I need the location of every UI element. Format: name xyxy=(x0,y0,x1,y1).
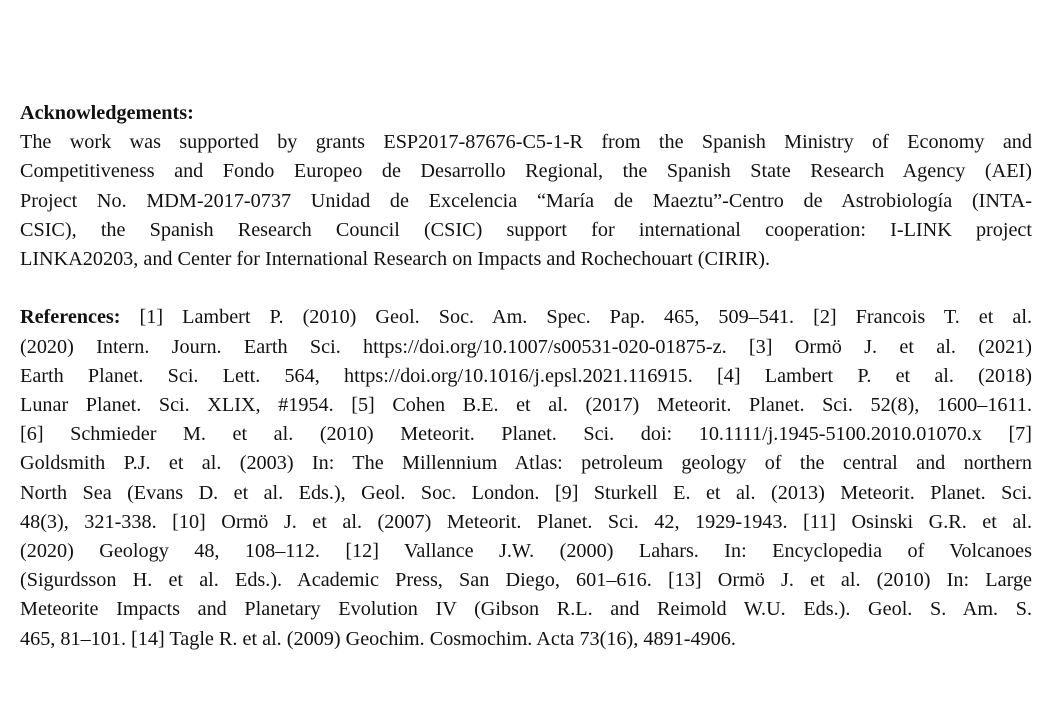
references-first-line xyxy=(20,303,1032,332)
reference-line: Goldsmith P.J. et al. (2003) In: The Millennium Atlas: petroleum geology of the central and northern xyxy=(20,452,1032,475)
reference-line: Meteorite Impacts and Planetary Evolution IV (Gibson R.L. and Reimold W.U. Eds.). Geol. S. Am. S. xyxy=(20,598,1032,621)
reference-line: (Sigurdsson H. et al. Eds.). Academic Press, San Diego, 601–616. [13] Ormö J. et al. (2010) In: Large xyxy=(20,569,1032,592)
section-spacer xyxy=(20,274,1032,303)
references-line-text: [1] Lambert P. (2010) Geol. Soc. Am. Spec. Pap. 465, 509–541. [2] Francois T. et al. xyxy=(120,306,1032,329)
reference-line: (2020) Intern. Journ. Earth Sci. https://doi.org/10.1007/s00531-020-01875-z. [3] Ormö J. et al. (2021) xyxy=(20,335,1032,358)
reference-line: 465, 81–101. [14] Tagle R. et al. (2009) Geochim. Cosmochim. Acta 73(16), 4891-4906. xyxy=(20,627,736,650)
reference-line: Lunar Planet. Sci. XLIX, #1954. [5] Cohen B.E. et al. (2017) Meteorit. Planet. Sci. 52(8), 1600–1611. xyxy=(20,394,1032,417)
reference-line: [6] Schmieder M. et al. (2010) Meteorit. Planet. Sci. doi: 10.1111/j.1945-5100.2010.01070.x [7] xyxy=(20,423,1032,446)
acknowledgements-line: LINKA20203, and Center for International Research on Impacts and Rochechouart (CIRIR). xyxy=(20,248,771,271)
reference-line: North Sea (Evans D. et al. Eds.), Geol. Soc. London. [9] Sturkell E. et al. (2013) Meteorit. Planet. Sci. xyxy=(20,481,1032,504)
reference-line: (2020) Geology 48, 108–112. [12] Vallance J.W. (2000) Lahars. In: Encyclopedia of Volcanoes xyxy=(20,540,1032,563)
acknowledgements-line: The work was supported by grants ESP2017-87676-C5-1-R from the Spanish Ministry of Economy and xyxy=(20,131,1032,154)
acknowledgements-heading: Acknowledgements: xyxy=(20,102,194,124)
text-block xyxy=(20,99,1032,654)
references-section xyxy=(20,303,1032,653)
acknowledgements-section xyxy=(20,99,1032,274)
reference-line: 48(3), 321-338. [10] Ormö J. et al. (2007) Meteorit. Planet. Sci. 42, 1929-1943. [11] Osinski G.R. et al. xyxy=(20,510,1032,533)
acknowledgements-heading-line xyxy=(20,99,1032,128)
acknowledgements-line: Competitiveness and Fondo Europeo de Desarrollo Regional, the Spanish State Research Agency (AEI) xyxy=(20,160,1032,183)
acknowledgements-line: CSIC), the Spanish Research Council (CSIC) support for international cooperation: I-LINK project xyxy=(20,218,1032,241)
reference-line: Earth Planet. Sci. Lett. 564, https://doi.org/10.1016/j.epsl.2021.116915. [4] Lambert P. et al. (2018) xyxy=(20,364,1032,387)
acknowledgements-line: Project No. MDM-2017-0737 Unidad de Excelencia “María de Maeztu”-Centro de Astrobiología (INTA- xyxy=(20,189,1032,212)
references-heading: References: xyxy=(20,306,121,329)
